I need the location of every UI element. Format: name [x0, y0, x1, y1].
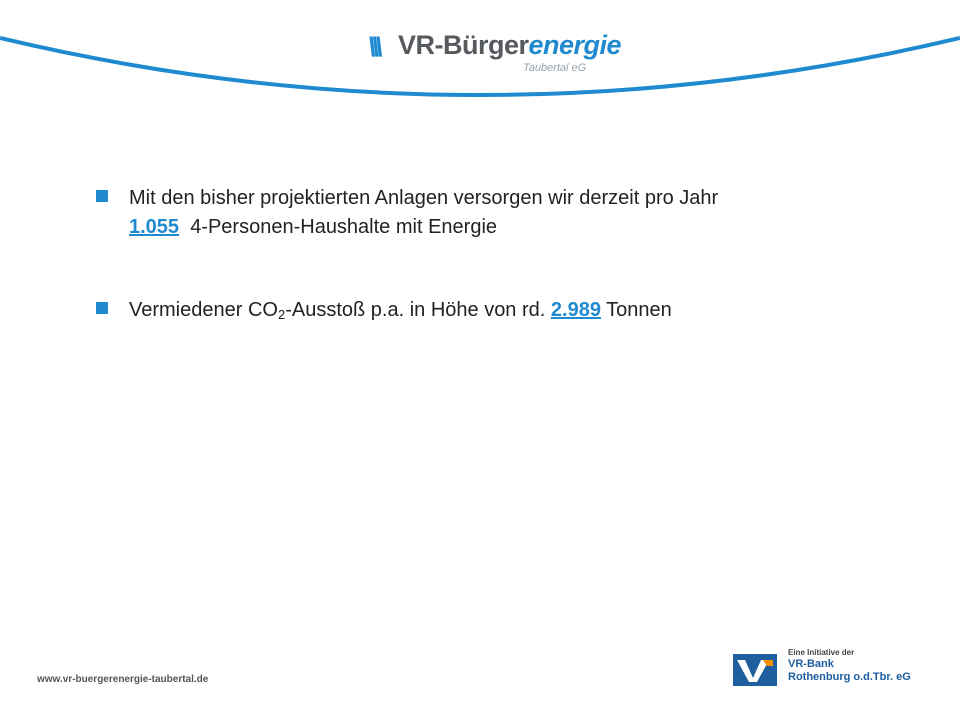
logo-slashes-icon: \\\: [368, 32, 379, 62]
bullet-square-icon: [96, 190, 108, 202]
logo-wordmark: [398, 30, 621, 61]
co2-number: 2.989: [550, 299, 601, 321]
logo-energie-text: energie: [528, 30, 622, 60]
bank-name-line1: VR-Bank: [788, 658, 834, 670]
vr-bank-logo-icon: [733, 654, 777, 686]
bank-logo-block: [733, 646, 933, 690]
bullet-text-line2: 4-Personen-Haushalte mit Energie: [190, 216, 498, 238]
co2-middle: -Ausstoß p.a. in Höhe von rd.: [285, 299, 546, 321]
logo-subtitle: Taubertal eG: [523, 62, 587, 74]
households-number: 1.055: [129, 216, 180, 238]
brand-logo: [368, 28, 622, 78]
co2-prefix: Vermiedener CO: [129, 299, 278, 321]
co2-suffix: Tonnen: [606, 299, 672, 321]
bank-initiative-text: Eine Initiative der: [788, 648, 855, 657]
bullet-square-icon: [96, 302, 108, 314]
bank-name-line2: Rothenburg o.d.Tbr. eG: [788, 671, 911, 683]
logo-vr-text: VR-Bürger: [398, 30, 529, 60]
bank-name: [788, 658, 911, 684]
bullet-text: [129, 296, 874, 325]
footer-url: www.vr-buergerenergie-taubertal.de: [37, 674, 209, 685]
co2-subscript: 2: [277, 307, 286, 322]
bullet-text: [129, 184, 874, 242]
bullet-text-line1: Mit den bisher projektierten Anlagen versorgen wir derzeit pro Jahr: [129, 187, 719, 209]
